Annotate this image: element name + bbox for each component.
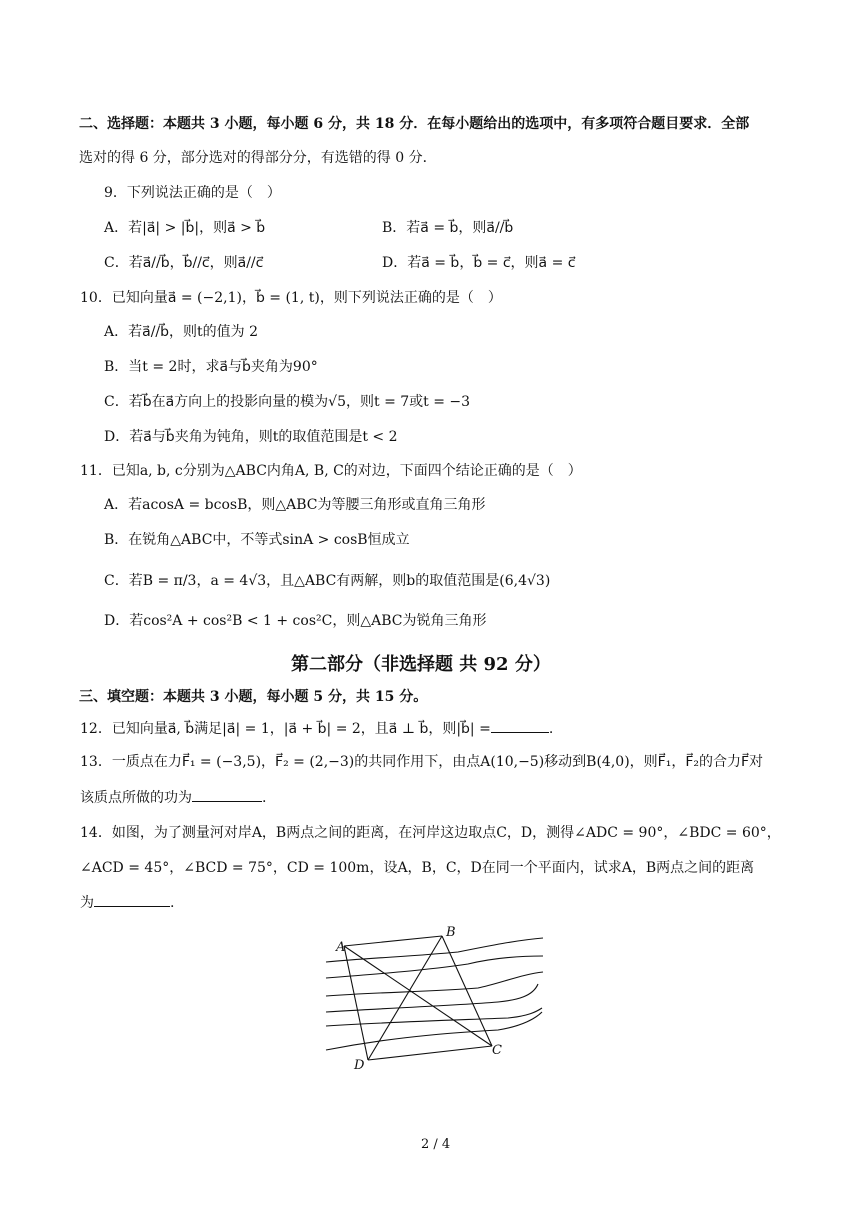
page-number: 2 / 4 [421, 1137, 451, 1152]
river-line [326, 984, 538, 1012]
q14-line2: ∠ACD = 45°，∠BCD = 75°，CD = 100m，设A，B，C，D在同一个平面内，试求A，B两点之间的距离 [80, 860, 755, 876]
q11-stem: 11．已知a, b, c分别为△ABC内角A, B, C的对边，下面四个结论正确的是（ ） [80, 463, 582, 479]
q11-option-a: A．若acosA = bcosB，则△ABC为等腰三角形或直角三角形 [104, 497, 486, 513]
river-figure [318, 922, 550, 1074]
segment-ad [344, 946, 368, 1060]
point-label-b: B [446, 925, 456, 940]
segment-dc [368, 1046, 492, 1060]
q13-end: . [262, 790, 267, 806]
point-label-d: D [354, 1058, 365, 1073]
q13-line1: 13．一质点在力F⃗₁ = (−3,5)，F⃗₂ = (2,−3)的共同作用下，由点A(10,−5)移动到B(4,0)，则F⃗₁，F⃗₂的合力F⃗对 [80, 754, 764, 770]
q12-text [80, 718, 553, 739]
section3-heading: 三、填空题：本题共 3 小题，每小题 5 分，共 15 分。 [79, 689, 428, 705]
point-label-a: A [336, 940, 346, 955]
q10-option-d: D．若a⃗与b⃗夹角为钝角，则t的取值范围是t < 2 [104, 429, 398, 445]
q10-option-c: C．若b⃗在a⃗方向上的投影向量的模为√5，则t = 7或t = −3 [104, 394, 471, 410]
q14-answer-blank[interactable] [94, 892, 170, 907]
section2-heading-line2: 选对的得 6 分，部分选对的得部分分，有选错的得 0 分． [79, 150, 437, 166]
q13-line2 [80, 787, 266, 808]
q9-option-d: D．若a⃗ = b⃗，b⃗ = c⃗，则a⃗ = c⃗ [382, 255, 576, 271]
q10-stem: 10．已知向量a⃗ = (−2,1)，b⃗ = (1, t)，则下列说法正确的是（ ） [80, 290, 502, 306]
q14-stem-end: 为 [80, 895, 94, 911]
q12-end: . [548, 721, 554, 737]
q12-stem: 12．已知向量a⃗, b⃗满足|a⃗| = 1，|a⃗ + b⃗| = 2，且a⃗ ⊥ b⃗，则|b⃗| = [80, 721, 491, 737]
q11-option-b: B．在锐角△ABC中，不等式sinA > cosB恒成立 [104, 532, 410, 548]
q10-option-b: B．当t = 2时，求a⃗与b⃗夹角为90° [104, 359, 318, 375]
q9-stem: 9．下列说法正确的是（ ） [104, 185, 281, 201]
q12-answer-blank[interactable] [491, 718, 549, 733]
q9-option-c: C．若a⃗//b⃗，b⃗//c⃗，则a⃗//c⃗ [104, 255, 264, 271]
q10-option-a: A．若a⃗//b⃗，则t的值为 2 [104, 324, 258, 340]
river-line [326, 938, 543, 962]
q9-option-b: B．若a⃗ = b⃗，则a⃗//b⃗ [382, 220, 514, 236]
segment-ab [344, 936, 442, 946]
q11-option-d: D．若cos²A + cos²B < 1 + cos²C，则△ABC为锐角三角形 [104, 613, 487, 629]
segment-bd [368, 936, 442, 1060]
q9-option-a: A．若|a⃗| > |b⃗|，则a⃗ > b⃗ [104, 220, 266, 236]
q13-stem-end: 该质点所做的功为 [80, 790, 192, 806]
section2-heading-line1: 二、选择题：本题共 3 小题，每小题 6 分，共 18 分．在每小题给出的选项中，有多项符合题目要求．全部 [79, 116, 750, 132]
q14-end: . [170, 895, 175, 911]
part2-title: 第二部分（非选择题 共 92 分） [291, 654, 551, 675]
q14-line1: 14．如图，为了测量河对岸A，B两点之间的距离，在河岸这边取点C，D，测得∠ADC = 90°，∠BDC = 60°， [80, 825, 781, 841]
q11-option-c: C．若B = π/3，a = 4√3，且△ABC有两解，则b的取值范围是(6,4√3) [104, 573, 551, 589]
q13-answer-blank[interactable] [192, 787, 262, 802]
q14-line3 [80, 892, 174, 913]
point-label-c: C [492, 1043, 502, 1058]
